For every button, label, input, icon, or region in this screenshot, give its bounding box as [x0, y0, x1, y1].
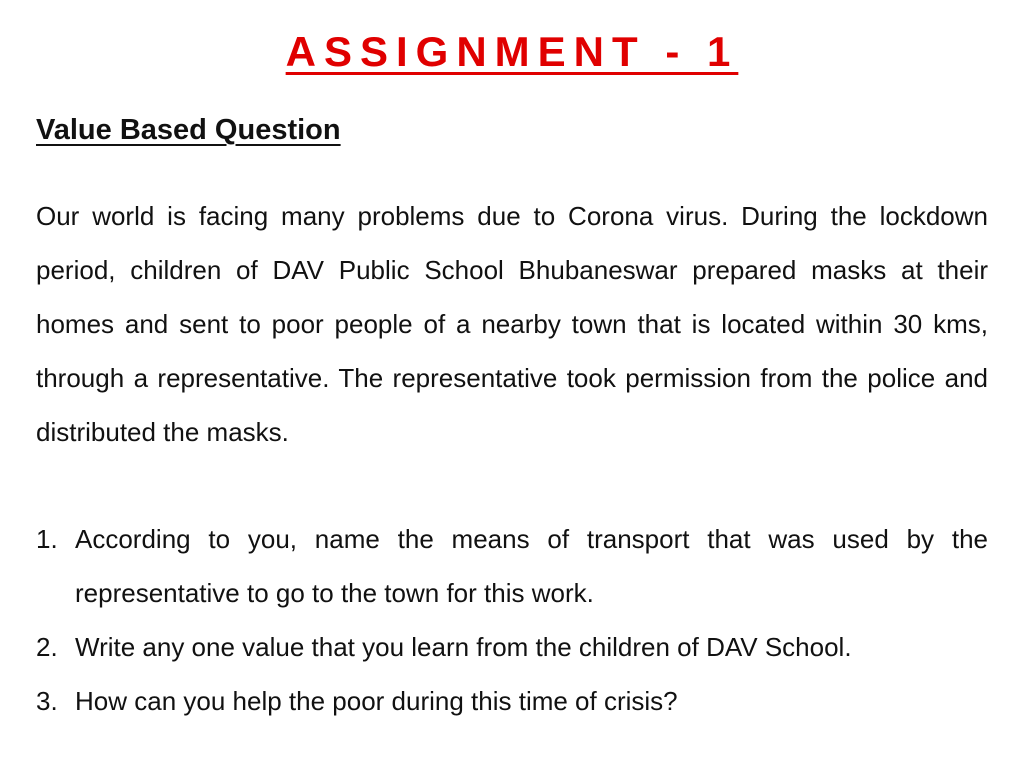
page-title — [0, 24, 1024, 80]
question-item-1 — [36, 512, 988, 620]
question-text-2: Write any one value that you learn from the children of DAV School. — [75, 632, 852, 662]
question-number-1: 1. — [36, 524, 58, 554]
question-text-3: How can you help the poor during this time of crisis? — [75, 686, 678, 716]
question-item-3 — [36, 674, 988, 728]
question-passage: Our world is facing many problems due to Corona virus. During the lockdown period, children of DAV Public School Bhubaneswar prepared masks at their homes and sent to poor people of a nearby town that is located within 30 kms, through a representative. The representative took permission from the police and distributed the masks. — [36, 201, 988, 447]
question-number-2: 2. — [36, 632, 58, 662]
question-number-3: 3. — [36, 686, 58, 716]
page-title-text: ASSIGNMENT - 1 — [285, 28, 739, 75]
section-heading: Value Based Question — [36, 114, 341, 146]
question-text-1: According to you, name the means of transport that was used by the representative to go to the town for this work. — [75, 524, 988, 608]
question-list — [36, 512, 988, 728]
question-item-2 — [36, 620, 988, 674]
